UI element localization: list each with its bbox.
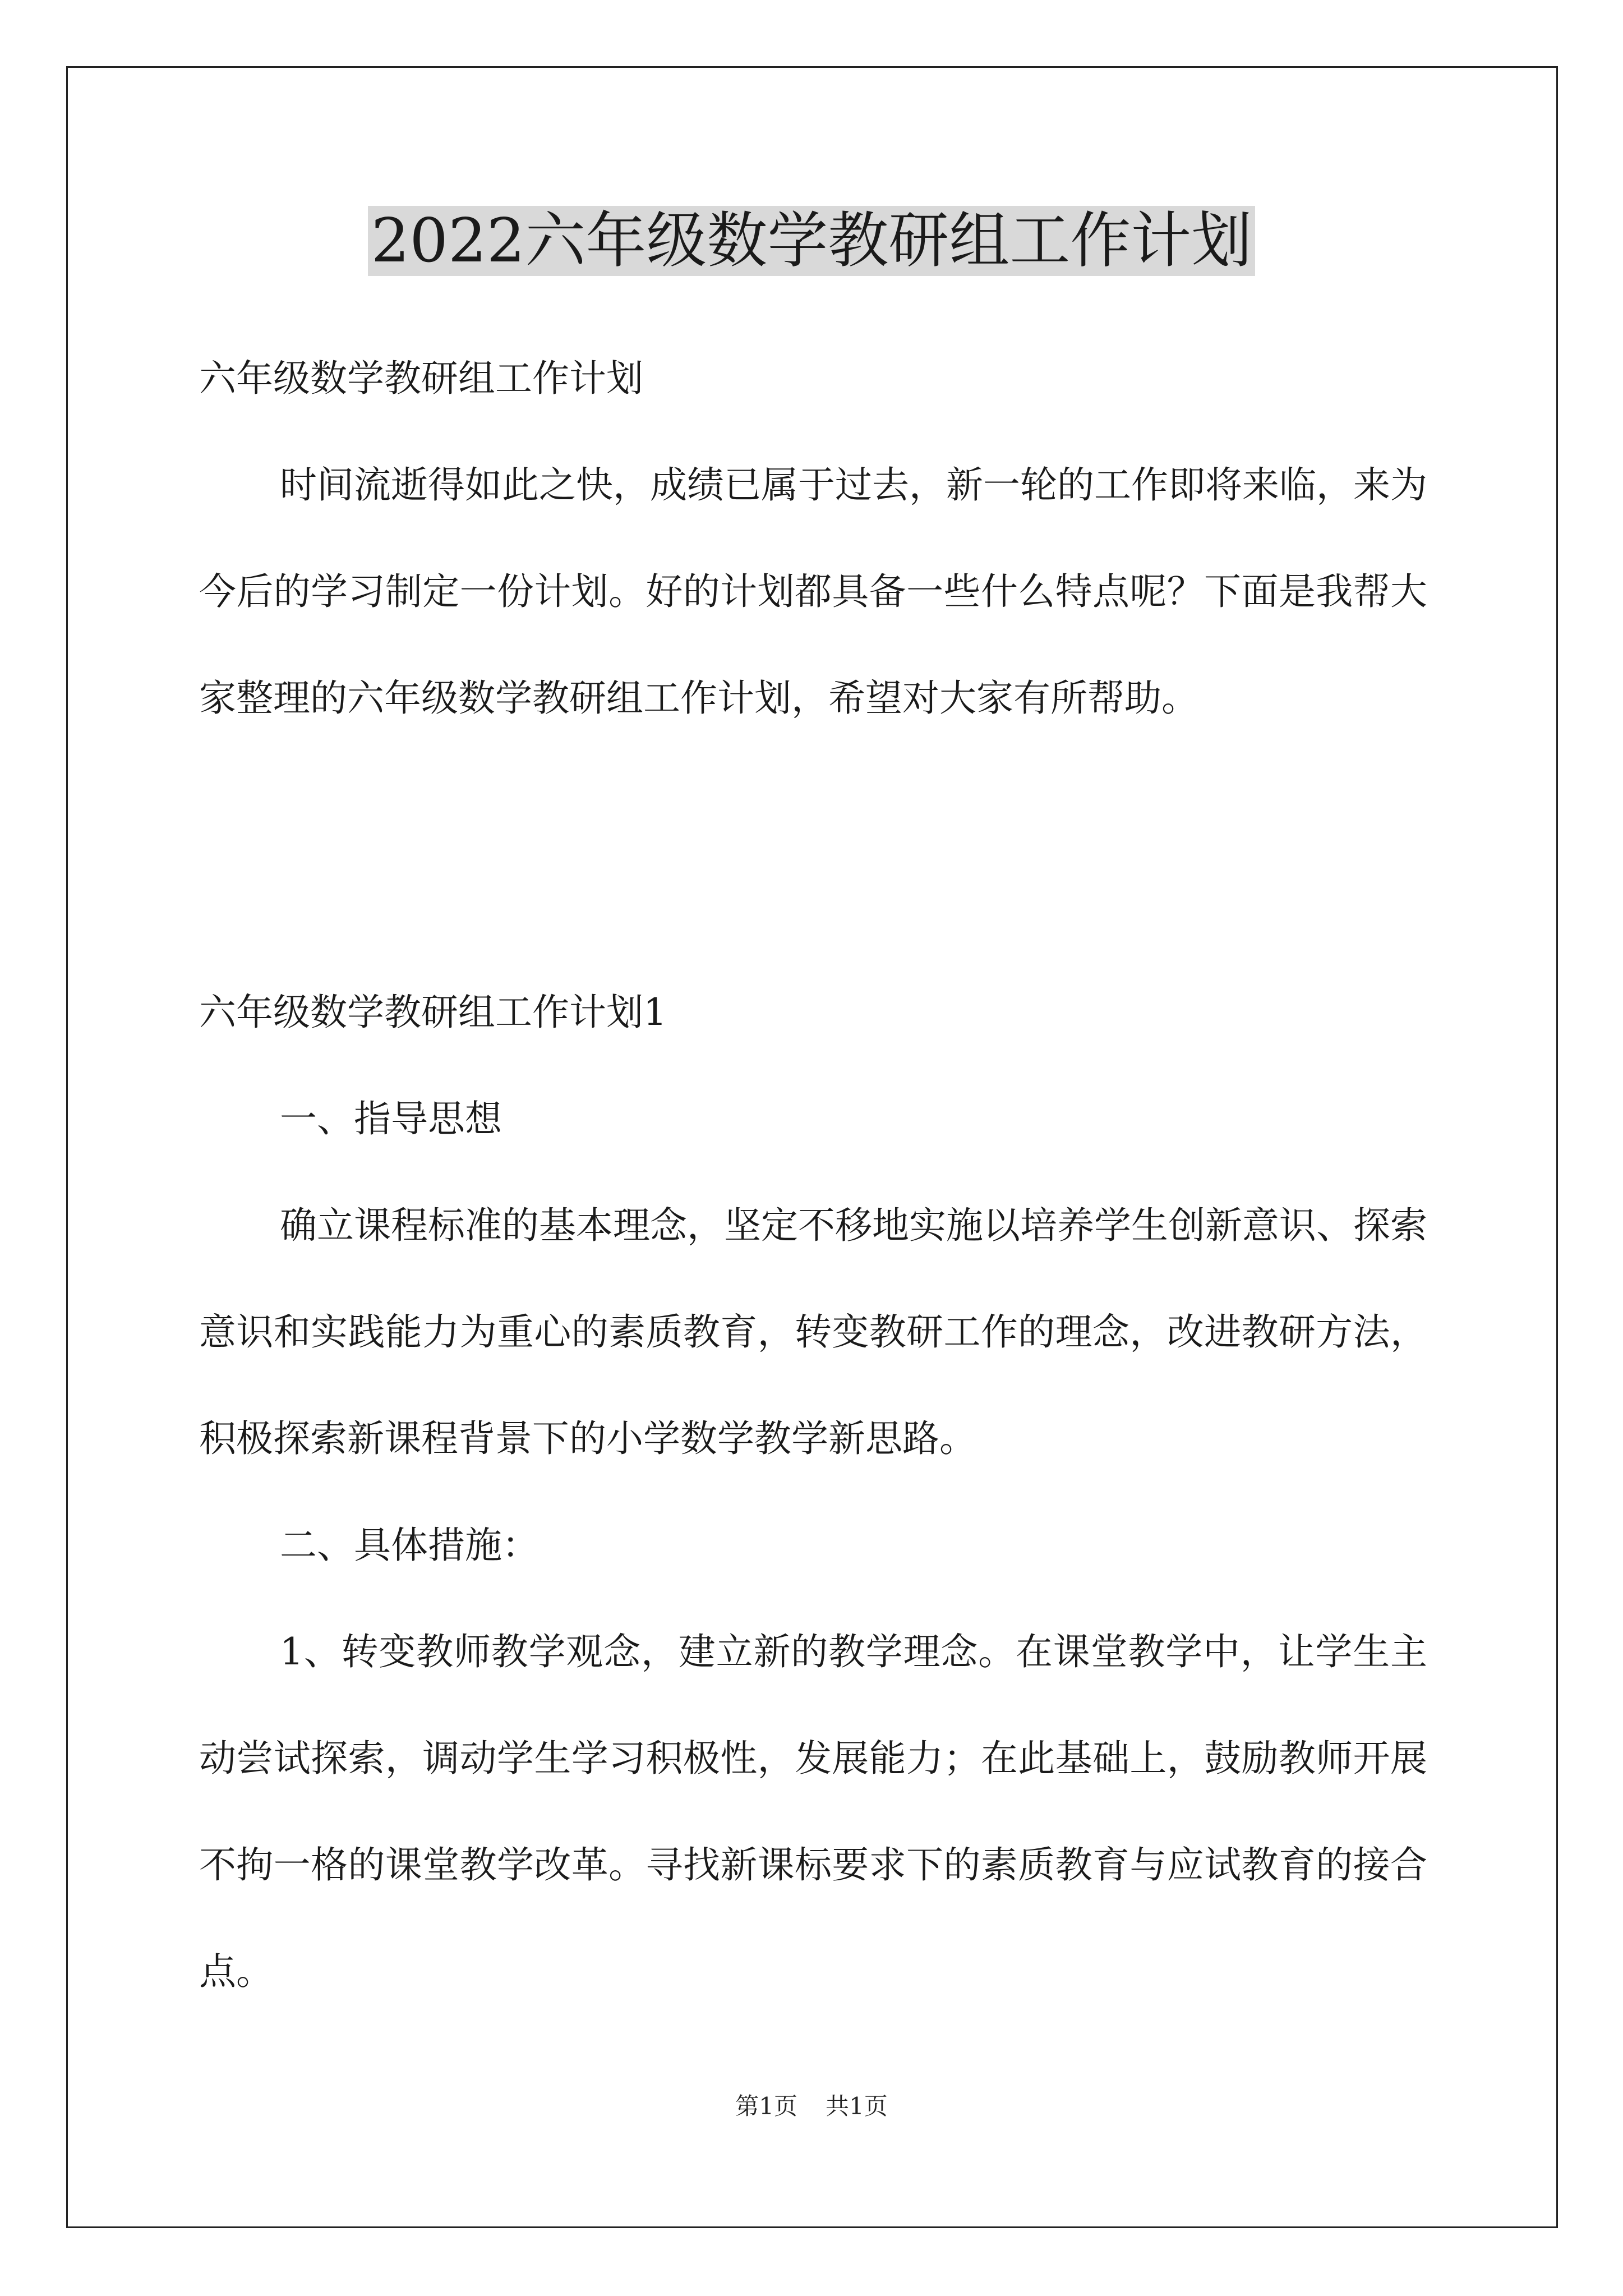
- page-number-total: 共1页: [826, 2092, 888, 2120]
- section-heading-plan-1: 六年级数学教研组工作计划1: [199, 991, 667, 1034]
- page-number-current: 第1页: [735, 2092, 797, 2120]
- guiding-ideology-paragraph: 确立课程标准的基本理念，坚定不移地实施以培养学生创新意识、探索意识和实践能力为重心的素质教育，转变教研工作的理念，改进教研方法，积极探索新课程背景下的小学数学教学新思路。: [199, 1204, 1427, 1460]
- subtitle: 六年级数学教研组工作计划: [199, 357, 643, 400]
- document-title-text: 2022六年级数学教研组工作计划: [368, 206, 1256, 276]
- heading-guiding-ideology: 一、指导思想: [280, 1097, 502, 1140]
- intro-paragraph: 时间流逝得如此之快，成绩已属于过去，新一轮的工作即将来临，来为今后的学习制定一份计划。好的计划都具备一些什么特点呢？下面是我帮大家整理的六年级数学教研组工作计划，希望对大家有所帮助。: [199, 463, 1427, 720]
- document-title: [0, 202, 1623, 280]
- heading-specific-measures: 二、具体措施：: [280, 1524, 539, 1567]
- page-footer: [0, 2090, 1623, 2123]
- measure-1-paragraph: 1、转变教师教学观念，建立新的教学理念。在课堂教学中，让学生主动尝试探索，调动学生学习积极性，发展能力；在此基础上，鼓励教师开展不拘一格的课堂教学改革。寻找新课标要求下的素质教育与应试教育的接合点。: [199, 1630, 1427, 1993]
